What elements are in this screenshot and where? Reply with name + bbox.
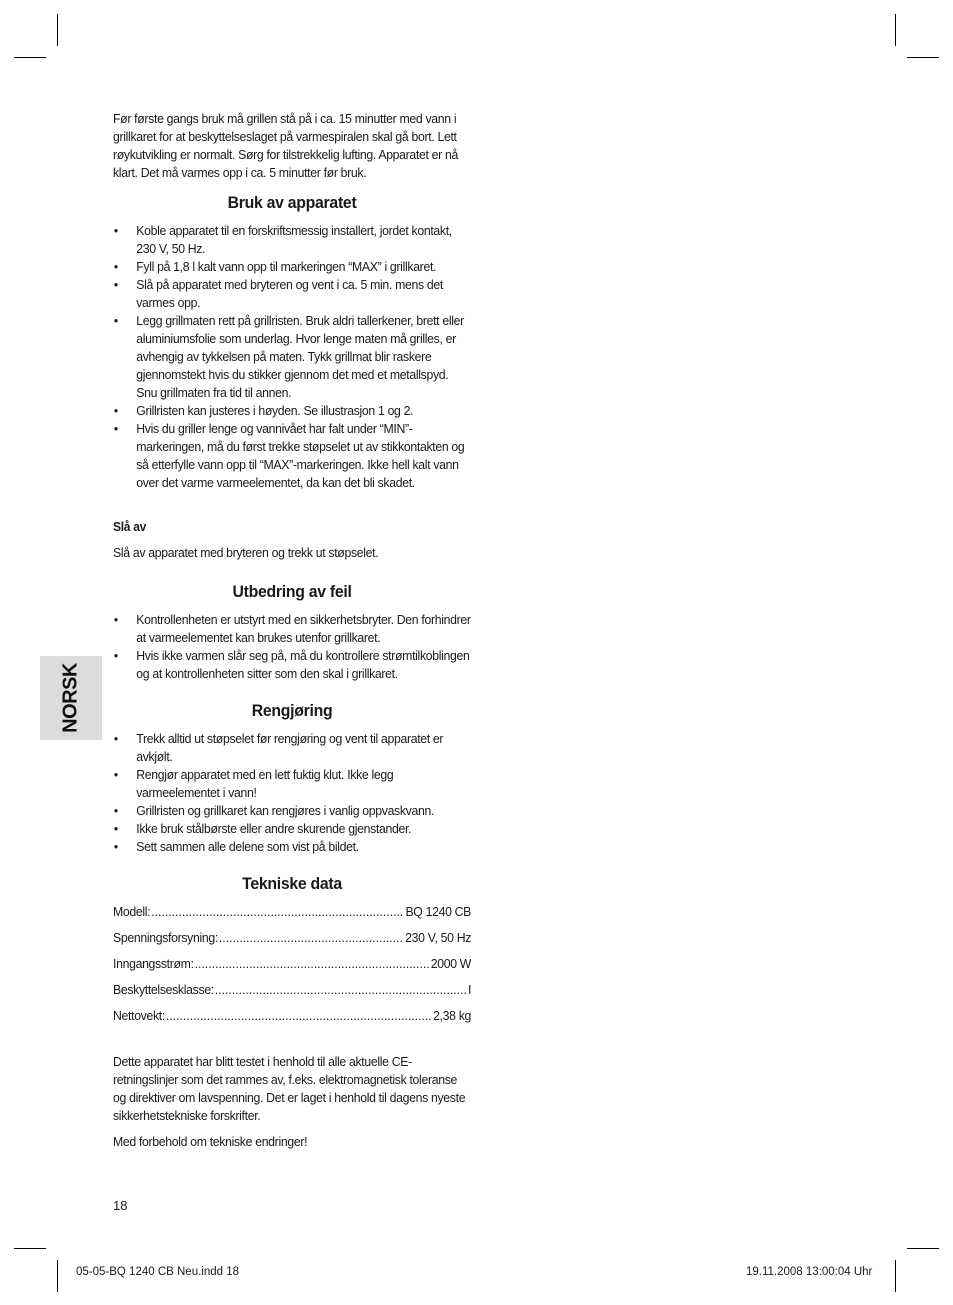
manual-content (113, 110, 471, 1151)
bullet: • (113, 612, 118, 627)
crop-mark (907, 57, 939, 58)
list-item: • Ikke bruk stålbørste eller andre skurende gjenstander. (113, 821, 412, 836)
list-item: • Kontrollenheten er utstyrt med en sikkerhetsbryter. Den forhindrer at varmeelementet kan brukes utenfor grillkaret. (113, 612, 471, 645)
bullet: • (113, 223, 118, 238)
list-item: • Hvis ikke varmen slår seg på, må du kontrollere strømtilkoblingen og at kontrollenheten sitter som den skal i grillkaret. (113, 648, 470, 681)
leader-dots (215, 981, 467, 999)
spec-row (113, 903, 471, 929)
list-item: • Legg grillmaten rett på grillristen. Bruk aldri tallerkener, brett eller aluminiumsfolie som underlag. Hvor lenge maten må grilles, er avhengig av tykkelsen på maten. Tykk grillmat blir raskere gjennomstekt hvis du stikker gjennom det med et metallspyd. Snu grillmaten fra tid til annen. (113, 313, 464, 400)
sla-av-text: Slå av apparatet med bryteren og trekk ut støpselet. (113, 545, 379, 560)
language-label: NORSK (59, 663, 82, 733)
bullet: • (113, 277, 118, 292)
crop-mark (57, 1260, 58, 1292)
list-item: • Fyll på 1,8 l kalt vann opp til markeringen “MAX” i grillkaret. (113, 259, 437, 274)
spec-table (113, 903, 471, 1033)
spec-value: I (467, 982, 472, 997)
section-heading-bruk: Bruk av apparatet (227, 193, 357, 212)
page-number: 18 (113, 1198, 128, 1213)
spec-value: 2,38 kg (433, 1008, 472, 1023)
spec-label: Inngangsstrøm: (113, 956, 194, 971)
list-item: • Koble apparatet til en forskriftsmessig installert, jordet kontakt, 230 V, 50 Hz. (113, 223, 452, 256)
spec-label: Beskyttelsesklasse: (113, 982, 214, 997)
crop-mark (14, 57, 46, 58)
spec-value: BQ 1240 CB (405, 904, 472, 919)
spec-label: Spenningsforsyning: (113, 930, 218, 945)
list-item: • Grillristen kan justeres i høyden. Se illustrasjon 1 og 2. (113, 403, 414, 418)
spec-row (113, 1007, 471, 1033)
bullet: • (113, 731, 118, 746)
bullet: • (113, 821, 118, 836)
language-side-tab (40, 656, 102, 740)
bullet: • (113, 313, 118, 328)
crop-mark (907, 1248, 939, 1249)
bullet: • (113, 259, 118, 274)
list-item: • Trekk alltid ut støpselet før rengjøring og vent til apparatet er avkjølt. (113, 731, 444, 764)
crop-mark (14, 1248, 46, 1249)
spec-label: Nettovekt: (113, 1008, 165, 1023)
footer-file-info: 05-05-BQ 1240 CB Neu.indd 18 (76, 1266, 240, 1278)
leader-dots (166, 1007, 432, 1025)
list-item: • Slå på apparatet med bryteren og vent i ca. 5 min. mens det varmes opp. (113, 277, 443, 310)
bullet: • (113, 839, 118, 854)
list-item: • Rengjør apparatet med en lett fuktig klut. Ikke legg varmeelementet i vann! (113, 767, 394, 800)
spec-row (113, 981, 471, 1007)
list-item: • Hvis du griller lenge og vannivået har falt under “MIN”-markeringen, må du først trekke støpselet ut av stikkontakten og så etterfylle vann opp til “MAX”-markeringen. Ikke hell kalt vann over det varme varmeelementet, da kan det bli skadet. (113, 421, 465, 490)
section-heading-feil: Utbedring av feil (232, 582, 352, 601)
crop-mark (895, 14, 896, 46)
intro-paragraph: Før første gangs bruk må grillen stå på i ca. 15 minutter med vann i grillkaret for at beskyttelseslaget på varmespiralen skal gå bort. Lett røykutvikling er normalt. Sørg for tilstrekkelig lufting. Apparatet er nå klart. Det må varmes opp i ca. 5 minutter før bruk. (113, 111, 459, 180)
bullet: • (113, 803, 118, 818)
bruk-list (113, 222, 471, 492)
list-item: • Grillristen og grillkaret kan rengjøres i vanlig oppvaskvann. (113, 803, 435, 818)
section-heading-tekniske: Tekniske data (242, 874, 342, 893)
crop-mark (895, 1260, 896, 1292)
bullet: • (113, 767, 118, 782)
section-heading-rengjoring: Rengjøring (251, 701, 333, 720)
feil-list (113, 611, 471, 683)
bullet: • (113, 403, 118, 418)
crop-mark (57, 14, 58, 46)
bullet: • (113, 648, 118, 663)
rengjoring-list (113, 730, 471, 856)
bullet: • (113, 421, 118, 436)
leader-dots (151, 903, 404, 921)
leader-dots (219, 929, 404, 947)
spec-value: 2000 W (430, 956, 472, 971)
spec-label: Modell: (113, 904, 151, 919)
spec-row (113, 929, 471, 955)
list-item: • Sett sammen alle delene som vist på bildet. (113, 839, 359, 854)
footer-timestamp: 19.11.2008 13:00:04 Uhr (746, 1266, 873, 1278)
reservation-note: Med forbehold om tekniske endringer! (113, 1134, 308, 1149)
subheading-sla-av: Slå av (113, 519, 147, 534)
spec-value: 230 V, 50 Hz (405, 930, 472, 945)
spec-row (113, 955, 471, 981)
ce-paragraph: Dette apparatet har blitt testet i henhold til alle aktuelle CE-retningslinjer som det rammes av, f.eks. elektromagnetisk toleranse og direktiver om lavspenning. Det er laget i henhold til dagens nyeste sikkerhetstekniske forskrifter. (113, 1054, 466, 1123)
leader-dots (195, 955, 430, 973)
